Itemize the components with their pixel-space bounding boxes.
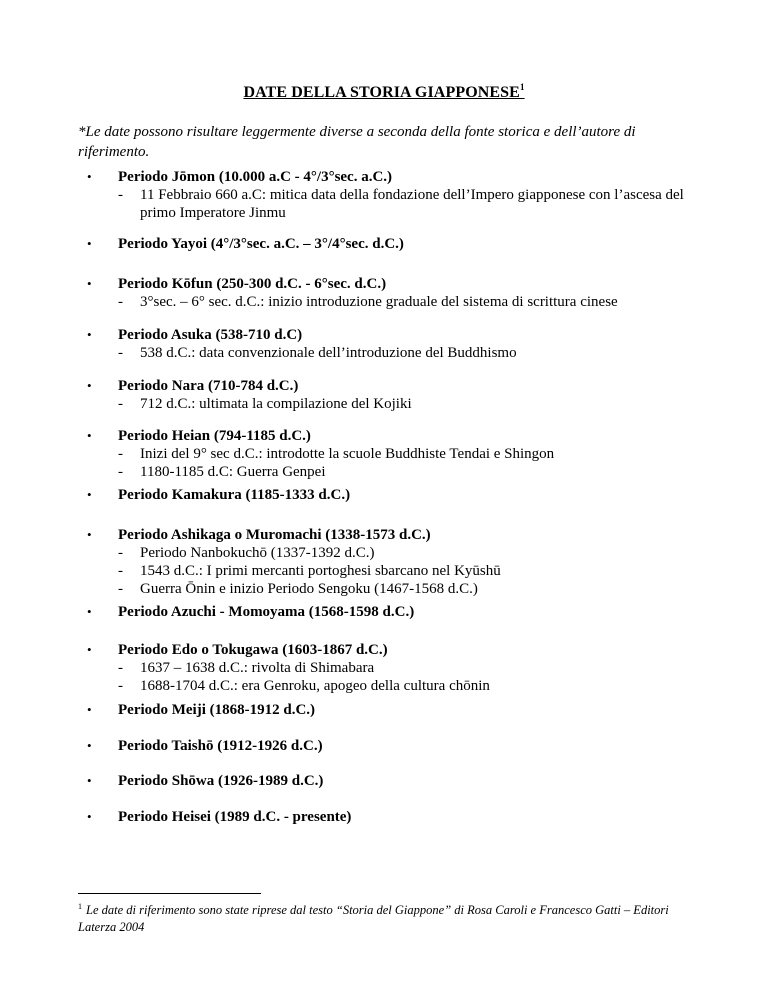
period-heading: Periodo Ashikaga o Muromachi (1338-1573 d.C.) [118, 527, 431, 543]
disclaimer-note: *Le date possono risultare leggermente diverse a seconda della fonte storica e dell’autore di riferimento. [78, 124, 636, 160]
dash-marker: - [118, 396, 123, 412]
event-item [118, 580, 698, 598]
event-item [118, 293, 698, 311]
period-heading: Periodo Edo o Tokugawa (1603-1867 d.C.) [118, 642, 388, 658]
event-item [118, 544, 698, 562]
event-item [118, 344, 698, 362]
title-footnote-ref: 1 [519, 82, 525, 92]
period-events [118, 544, 698, 598]
bullet-icon: • [87, 487, 92, 502]
event-text: 3°sec. – 6° sec. d.C.: inizio introduzione graduale del sistema di scrittura cinese [140, 294, 618, 310]
period-events [118, 186, 698, 222]
dash-marker: - [118, 294, 123, 310]
period-events [118, 395, 698, 413]
period-heading: Periodo Meiji (1868-1912 d.C.) [118, 702, 316, 718]
period-heading: Periodo Jōmon (10.000 a.C - 4°/3°sec. a.C.) [118, 169, 393, 185]
event-text: 712 d.C.: ultimata la compilazione del Kojiki [140, 396, 412, 412]
event-text: Guerra Ōnin e inizio Periodo Sengoku (1467-1568 d.C.) [140, 581, 478, 597]
event-item [118, 562, 698, 580]
dash-marker: - [118, 187, 123, 203]
bullet-icon: • [87, 378, 92, 393]
dash-marker: - [118, 563, 123, 579]
period-heading: Periodo Kōfun (250-300 d.C. - 6°sec. d.C.) [118, 276, 387, 292]
title-text: DATE DELLA STORIA GIAPPONESE [243, 84, 520, 101]
event-text: 538 d.C.: data convenzionale dell’introduzione del Buddhismo [140, 345, 517, 361]
event-item [118, 395, 698, 413]
footnote-marker: 1 [78, 902, 82, 911]
event-item [118, 659, 698, 677]
event-text: 1180-1185 d.C: Guerra Genpei [140, 464, 326, 480]
period-heading: Periodo Yayoi (4°/3°sec. a.C. – 3°/4°sec. d.C.) [118, 236, 404, 252]
event-item [118, 463, 698, 481]
event-text: 1637 – 1638 d.C.: rivolta di Shimabara [140, 660, 375, 676]
bullet-icon: • [87, 169, 92, 184]
dash-marker: - [118, 545, 123, 561]
bullet-icon: • [87, 773, 92, 788]
period-heading: Periodo Azuchi - Momoyama (1568-1598 d.C.) [118, 604, 415, 620]
event-text: 11 Febbraio 660 a.C: mitica data della fondazione dell’Impero giapponese con l’ascesa del primo Imperatore Jinmu [140, 187, 684, 221]
bullet-icon: • [87, 702, 92, 717]
bullet-icon: • [87, 642, 92, 657]
period-events [118, 344, 698, 362]
period-events [118, 445, 698, 481]
footnote-separator [78, 893, 261, 894]
event-item [118, 186, 698, 222]
event-text: 1543 d.C.: I primi mercanti portoghesi sbarcano nel Kyūshū [140, 563, 501, 579]
bullet-icon: • [87, 327, 92, 342]
event-text: Periodo Nanbokuchō (1337-1392 d.C.) [140, 545, 375, 561]
period-heading: Periodo Kamakura (1185-1333 d.C.) [118, 487, 351, 503]
period-events [118, 293, 698, 311]
bullet-icon: • [87, 276, 92, 291]
document-title [0, 84, 768, 102]
dash-marker: - [118, 678, 123, 694]
footnote [78, 902, 708, 936]
event-item [118, 445, 698, 463]
dash-marker: - [118, 660, 123, 676]
dash-marker: - [118, 446, 123, 462]
dash-marker: - [118, 345, 123, 361]
period-events [118, 659, 698, 695]
dash-marker: - [118, 581, 123, 597]
bullet-icon: • [87, 604, 92, 619]
event-text: Inizi del 9° sec d.C.: introdotte la scuole Buddhiste Tendai e Shingon [140, 446, 555, 462]
period-heading: Periodo Asuka (538-710 d.C) [118, 327, 303, 343]
bullet-icon: • [87, 236, 92, 251]
event-item [118, 677, 698, 695]
period-heading: Periodo Heian (794-1185 d.C.) [118, 428, 311, 444]
period-heading: Periodo Shōwa (1926-1989 d.C.) [118, 773, 324, 789]
bullet-icon: • [87, 527, 92, 542]
event-text: 1688-1704 d.C.: era Genroku, apogeo della cultura chōnin [140, 678, 490, 694]
period-heading: Periodo Taishō (1912-1926 d.C.) [118, 738, 323, 754]
bullet-icon: • [87, 428, 92, 443]
period-heading: Periodo Nara (710-784 d.C.) [118, 378, 299, 394]
period-heading: Periodo Heisei (1989 d.C. - presente) [118, 809, 352, 825]
bullet-icon: • [87, 738, 92, 753]
bullet-icon: • [87, 809, 92, 824]
dash-marker: - [118, 464, 123, 480]
footnote-text: Le date di riferimento sono state riprese dal testo “Storia del Giappone” di Rosa Caroli e Francesco Gatti – Editori Laterza 2004 [78, 903, 669, 934]
